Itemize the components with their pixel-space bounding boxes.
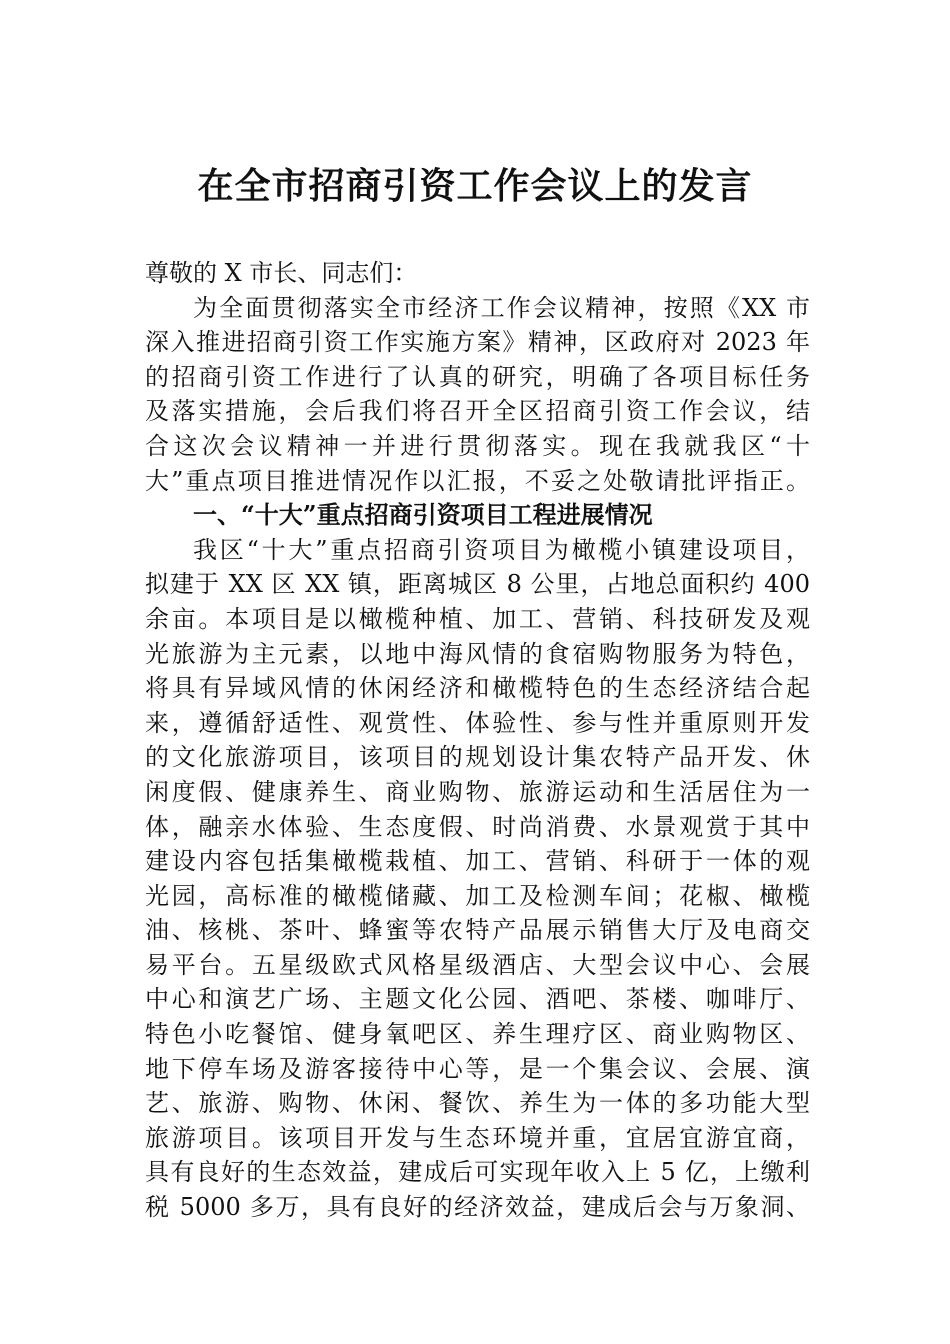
section-line: 拟建于 XX 区 XX 镇，距离城区 8 公里，占地总面积约 400 bbox=[145, 570, 810, 599]
section-line: 光园，高标准的橄榄储藏、加工及检测车间；花椒、橄榄 bbox=[145, 881, 810, 910]
section-line: 旅游项目。该项目开发与生态环境并重，宜居宜游宜商， bbox=[145, 1123, 810, 1152]
document-body bbox=[145, 256, 810, 1225]
document-title: 在全市招商引资工作会议上的发言 bbox=[197, 165, 753, 207]
intro-line: 及落实措施，会后我们将召开全区招商引资工作会议，结 bbox=[145, 397, 810, 426]
section-line: 税 5000 多万，具有良好的经济效益，建成后会与万象洞、 bbox=[145, 1193, 810, 1222]
section-line: 油、核桃、茶叶、蜂蜜等农特产品展示销售大厅及电商交 bbox=[145, 916, 810, 945]
intro-line: 合这次会议精神一并进行贯彻落实。现在我就我区“十 bbox=[145, 431, 810, 460]
section-line: 特色小吃餐馆、健身氧吧区、养生理疗区、商业购物区、 bbox=[145, 1020, 810, 1049]
section-heading: 一、“十大”重点招商引资项目工程进展情况 bbox=[193, 500, 653, 530]
section-line: 的文化旅游项目，该项目的规划设计集农特产品开发、休 bbox=[145, 743, 810, 772]
section-line: 艺、旅游、购物、休闲、餐饮、养生为一体的多功能大型 bbox=[145, 1089, 810, 1118]
section-line: 地下停车场及游客接待中心等，是一个集会议、会展、演 bbox=[145, 1054, 810, 1083]
section-line: 易平台。五星级欧式风格星级酒店、大型会议中心、会展 bbox=[145, 950, 810, 979]
section-line: 闲度假、健康养生、商业购物、旅游运动和生活居住为一 bbox=[145, 777, 810, 806]
section-line: 体，融亲水体验、生态度假、时尚消费、水景观赏于其中 bbox=[145, 812, 810, 841]
section-line: 将具有异域风情的休闲经济和橄榄特色的生态经济结合起 bbox=[145, 674, 810, 703]
salutation: 尊敬的 X 市长、同志们： bbox=[145, 259, 418, 287]
intro-line: 的招商引资工作进行了认真的研究，明确了各项目标任务 bbox=[145, 362, 810, 391]
section-line: 我区“十大”重点招商引资项目为橄榄小镇建设项目， bbox=[193, 535, 810, 564]
intro-line: 深入推进招商引资工作实施方案》精神，区政府对 2023 年 bbox=[145, 328, 810, 357]
intro-line: 为全面贯彻落实全市经济工作会议精神，按照《XX 市 bbox=[193, 293, 810, 322]
section-line: 余亩。本项目是以橄榄种植、加工、营销、科技研发及观 bbox=[145, 604, 810, 633]
section-line: 建设内容包括集橄榄栽植、加工、营销、科研于一体的观 bbox=[145, 847, 810, 876]
section-line: 中心和演艺广场、主题文化公园、酒吧、茶楼、咖啡厅、 bbox=[145, 985, 810, 1014]
section-line: 光旅游为主元素，以地中海风情的食宿购物服务为特色， bbox=[145, 639, 810, 668]
section-line: 具有良好的生态效益，建成后可实现年收入上 5 亿，上缴利 bbox=[145, 1158, 810, 1187]
intro-line: 大”重点项目推进情况作以汇报，不妥之处敬请批评指正。 bbox=[145, 466, 810, 495]
section-line: 来，遵循舒适性、观赏性、体验性、参与性并重原则开发 bbox=[145, 708, 810, 737]
